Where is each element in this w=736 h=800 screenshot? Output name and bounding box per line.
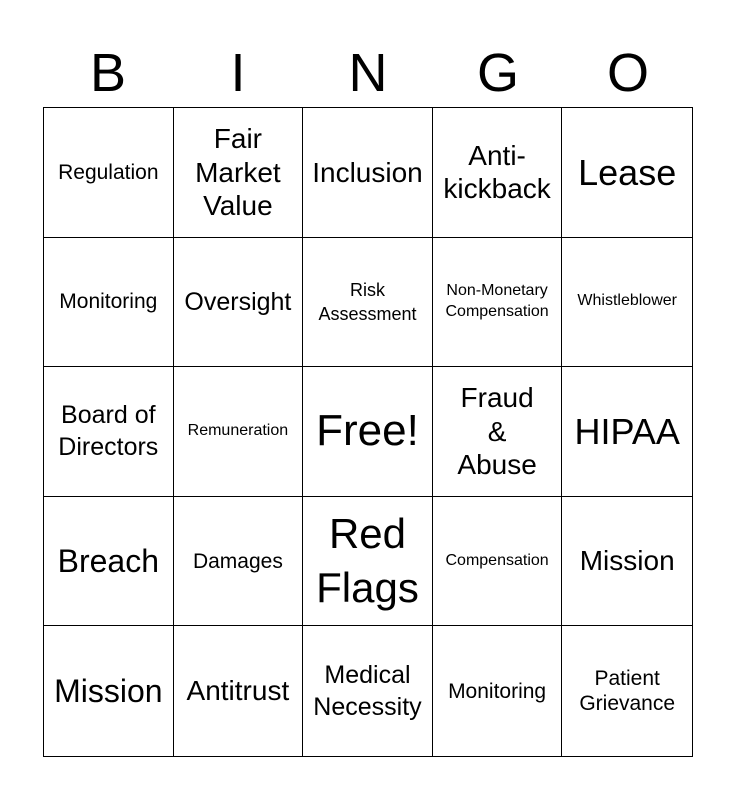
cell-label: Antitrust (186, 675, 290, 707)
bingo-cell-r4c3[interactable] (303, 497, 433, 627)
header-letter-n: N (348, 43, 388, 103)
bingo-cell-r1c1[interactable] (44, 108, 174, 238)
cell-label: Regulation (58, 160, 159, 184)
bingo-cell-r3c1[interactable] (44, 367, 174, 497)
bingo-cell-r3c4[interactable] (433, 367, 563, 497)
bingo-cell-r4c1[interactable] (44, 497, 174, 627)
bingo-cell-r1c3[interactable] (303, 108, 433, 238)
cell-label: Non-Monetary Compensation (445, 282, 549, 320)
bingo-cell-r4c4[interactable] (433, 497, 563, 627)
cell-label: Board of Directors (58, 400, 159, 462)
cell-label: Monitoring (448, 679, 547, 703)
cell-label: Oversight (184, 287, 292, 316)
cell-label: Remuneration (187, 422, 289, 440)
cell-label: Medical Necessity (313, 660, 422, 722)
header-letter-i: I (230, 43, 246, 103)
bingo-cell-r5c1[interactable] (44, 626, 174, 756)
cell-label: Lease (578, 151, 677, 193)
cell-label: Mission (579, 545, 675, 577)
cell-label: Compensation (445, 551, 549, 569)
bingo-cell-r5c2[interactable] (174, 626, 304, 756)
cell-label: Monitoring (59, 290, 158, 314)
cell-label: Whistleblower (577, 292, 677, 310)
bingo-cell-r2c4[interactable] (433, 238, 563, 368)
cell-label: Damages (192, 549, 283, 573)
bingo-cell-r4c5[interactable] (562, 497, 692, 627)
bingo-cell-r1c5[interactable] (562, 108, 692, 238)
bingo-cell-r1c2[interactable] (174, 108, 304, 238)
bingo-board (43, 107, 693, 757)
cell-label: Breach (57, 542, 159, 579)
free-space: Free! (316, 406, 419, 456)
bingo-cell-r5c4[interactable] (433, 626, 563, 756)
bingo-cell-r5c3[interactable] (303, 626, 433, 756)
bingo-cell-r5c5[interactable] (562, 626, 692, 756)
cell-label: Fair Market Value (195, 122, 281, 222)
header-letter-o: O (606, 43, 649, 103)
bingo-cell-r3c3[interactable] (303, 367, 433, 497)
header-letter-g: G (476, 43, 519, 103)
cell-label: Mission (54, 672, 163, 709)
bingo-cell-r2c3[interactable] (303, 238, 433, 368)
cell-label: Patient Grievance (579, 667, 676, 716)
bingo-cell-r3c5[interactable] (562, 367, 692, 497)
cell-label: HIPAA (574, 410, 680, 452)
bingo-cell-r1c4[interactable] (433, 108, 563, 238)
cell-label: Fraud & Abuse (457, 382, 537, 481)
cell-label: Risk Assessment (318, 279, 417, 324)
bingo-cell-r2c2[interactable] (174, 238, 304, 368)
bingo-cell-r3c2[interactable] (174, 367, 304, 497)
bingo-header (43, 40, 693, 106)
cell-label: Inclusion (312, 156, 423, 188)
bingo-cell-r4c2[interactable] (174, 497, 304, 627)
cell-label: Anti-kickback (443, 139, 551, 205)
bingo-cell-r2c5[interactable] (562, 238, 692, 368)
bingo-cell-r2c1[interactable] (44, 238, 174, 368)
cell-label: Red Flags (316, 509, 419, 612)
header-letter-b: B (89, 43, 127, 103)
